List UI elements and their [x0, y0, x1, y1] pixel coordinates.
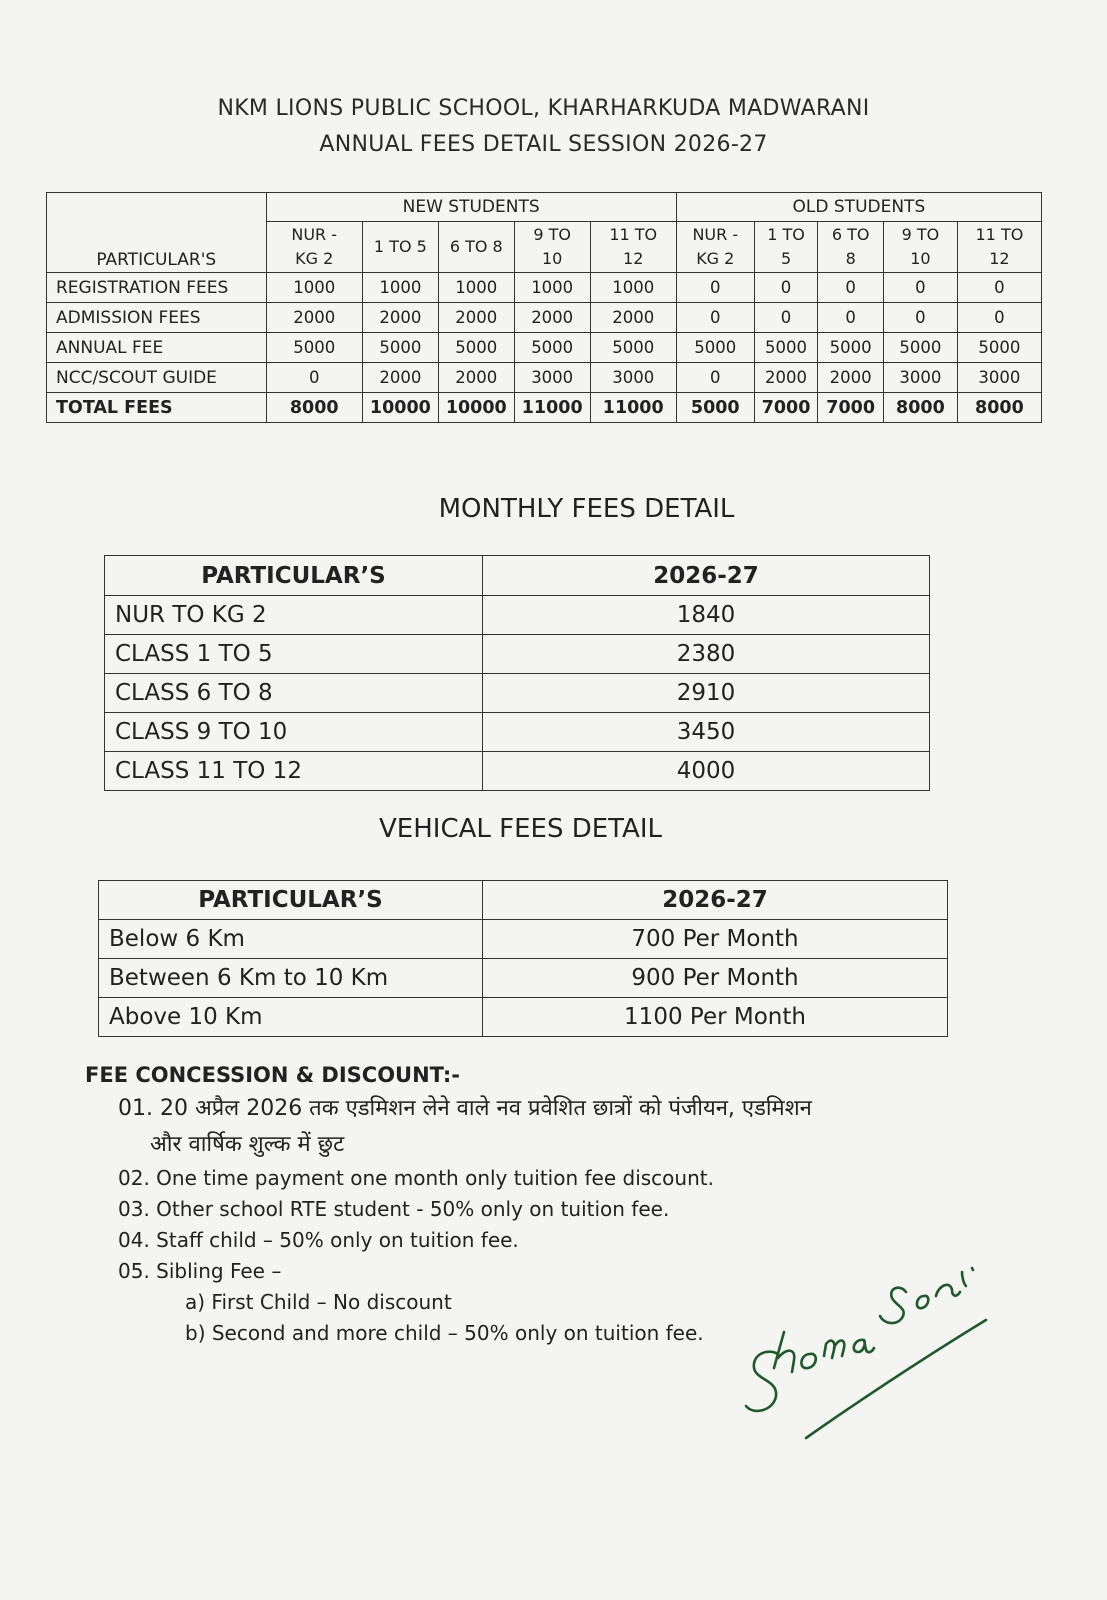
- old-fee-cell: 0: [883, 303, 957, 333]
- new-fee-cell: 1000: [362, 273, 438, 303]
- session-title: ANNUAL FEES DETAIL SESSION 2026-27: [319, 132, 768, 157]
- old-fee-cell: 5000: [754, 333, 818, 363]
- old-col-1-line-1: 5: [780, 249, 792, 268]
- fee-row: [47, 333, 1042, 363]
- monthly-row-label: CLASS 9 TO 10: [105, 713, 483, 752]
- row-label: TOTAL FEES: [47, 393, 267, 423]
- new-fee-cell: 2000: [438, 363, 514, 393]
- new-fee-cell: 1000: [514, 273, 590, 303]
- fee-row: [47, 273, 1042, 303]
- monthly-row: [105, 713, 930, 752]
- new-fee-cell: 3000: [514, 363, 590, 393]
- old-col-4-line-1: 12: [989, 249, 1010, 268]
- monthly-row: [105, 596, 930, 635]
- new-fee-cell: 11000: [514, 393, 590, 423]
- old-fee-cell: 5000: [883, 333, 957, 363]
- new-fee-cell: 2000: [438, 303, 514, 333]
- old-col-3-line-0: 9 TO: [901, 225, 940, 244]
- old-fee-cell: 2000: [754, 363, 818, 393]
- old-col-0-line-1: KG 2: [696, 249, 735, 268]
- signature: [740, 1250, 1020, 1480]
- new-fee-cell: 5000: [266, 333, 362, 363]
- new-col-0-line-0: NUR -: [291, 225, 338, 244]
- old-fee-cell: 0: [818, 273, 884, 303]
- new-fee-cell: 5000: [362, 333, 438, 363]
- old-fee-cell: 7000: [754, 393, 818, 423]
- monthly-header-particular: PARTICULAR’S: [105, 556, 483, 596]
- row-label: REGISTRATION FEES: [47, 273, 267, 303]
- monthly-fees-table: [104, 555, 930, 791]
- old-fee-cell: 0: [676, 363, 754, 393]
- monthly-row-value: 3450: [483, 713, 930, 752]
- old-col-2-line-1: 8: [845, 249, 856, 268]
- new-students-header: NEW STUDENTS: [266, 193, 676, 222]
- old-fee-cell: 3000: [883, 363, 957, 393]
- monthly-row-value: 4000: [483, 752, 930, 791]
- old-fee-cell: 0: [957, 303, 1041, 333]
- vehicle-row-value: 900 Per Month: [483, 959, 948, 998]
- monthly-row-value: 2380: [483, 635, 930, 674]
- old-fee-cell: 0: [754, 303, 818, 333]
- row-label: ANNUAL FEE: [47, 333, 267, 363]
- monthly-fees-title: MONTHLY FEES DETAIL: [438, 494, 735, 524]
- new-col-0-line-1: KG 2: [295, 249, 334, 268]
- new-fee-cell: 1000: [438, 273, 514, 303]
- new-fee-cell: 11000: [590, 393, 676, 423]
- old-fee-cell: 0: [754, 273, 818, 303]
- monthly-row-label: CLASS 11 TO 12: [105, 752, 483, 791]
- monthly-header-session: 2026-27: [483, 556, 930, 596]
- monthly-row-value: 2910: [483, 674, 930, 713]
- new-col-1: [362, 222, 438, 273]
- old-fee-cell: 3000: [957, 363, 1041, 393]
- vehicle-row-label: Below 6 Km: [99, 920, 483, 959]
- monthly-row-label: CLASS 1 TO 5: [105, 635, 483, 674]
- old-fee-cell: 0: [883, 273, 957, 303]
- new-fee-cell: 1000: [266, 273, 362, 303]
- old-fee-cell: 5000: [676, 393, 754, 423]
- monthly-row: [105, 674, 930, 713]
- row-label: NCC/SCOUT GUIDE: [47, 363, 267, 393]
- new-fee-cell: 3000: [590, 363, 676, 393]
- new-col-2-line-0: 6 TO 8: [449, 237, 503, 256]
- fee-row: [47, 303, 1042, 333]
- vehicle-header-session: 2026-27: [483, 881, 948, 920]
- old-col-3: [883, 222, 957, 273]
- new-col-4-line-0: 11 TO: [609, 225, 658, 244]
- monthly-row: [105, 752, 930, 791]
- old-fee-cell: 8000: [957, 393, 1041, 423]
- school-name: NKM LIONS PUBLIC SCHOOL, KHARHARKUDA MADWARANI: [217, 96, 870, 121]
- monthly-row-label: CLASS 6 TO 8: [105, 674, 483, 713]
- concession-item-2: 02. One time payment one month only tuition fee discount.: [118, 1166, 714, 1190]
- old-fee-cell: 0: [676, 273, 754, 303]
- concession-item-5: 05. Sibling Fee –: [118, 1259, 282, 1283]
- old-students-header: OLD STUDENTS: [676, 193, 1041, 222]
- new-fee-cell: 2000: [362, 363, 438, 393]
- concession-heading: FEE CONCESSION & DISCOUNT:-: [85, 1063, 460, 1087]
- concession-item-1-cont: और वार्षिक शुल्क में छुट: [150, 1132, 345, 1157]
- new-col-2: [438, 222, 514, 273]
- concession-item-1: 01. 20 अप्रैल 2026 तक एडमिशन लेने वाले नव प्रवेशित छात्रों को पंजीयन, एडमिशन: [118, 1096, 812, 1121]
- vehicle-row-label: Between 6 Km to 10 Km: [99, 959, 483, 998]
- new-fee-cell: 10000: [362, 393, 438, 423]
- monthly-row-value: 1840: [483, 596, 930, 635]
- old-col-2-line-0: 6 TO: [831, 225, 870, 244]
- old-col-0-line-0: NUR -: [692, 225, 739, 244]
- concession-item-5b: b) Second and more child – 50% only on tuition fee.: [185, 1321, 704, 1345]
- vehicle-row-label: Above 10 Km: [99, 998, 483, 1037]
- new-fee-cell: 1000: [590, 273, 676, 303]
- old-col-1-line-0: 1 TO: [767, 225, 805, 244]
- new-fee-cell: 5000: [590, 333, 676, 363]
- new-fee-cell: 2000: [362, 303, 438, 333]
- monthly-row: [105, 635, 930, 674]
- vehicle-row: [99, 920, 948, 959]
- vehicle-row: [99, 998, 948, 1037]
- annual-fees-table: [46, 192, 1042, 423]
- row-label: ADMISSION FEES: [47, 303, 267, 333]
- monthly-row-label: NUR TO KG 2: [105, 596, 483, 635]
- old-fee-cell: 5000: [957, 333, 1041, 363]
- vehicle-row-value: 700 Per Month: [483, 920, 948, 959]
- old-col-4: [957, 222, 1041, 273]
- old-col-0: [676, 222, 754, 273]
- old-fee-cell: 2000: [818, 363, 884, 393]
- total-fees-row: [47, 393, 1042, 423]
- vehicle-row: [99, 959, 948, 998]
- concession-item-3: 03. Other school RTE student - 50% only on tuition fee.: [118, 1197, 670, 1221]
- old-fee-cell: 8000: [883, 393, 957, 423]
- old-fee-cell: 7000: [818, 393, 884, 423]
- particular-header: PARTICULAR'S: [47, 193, 267, 273]
- new-col-4: [590, 222, 676, 273]
- new-fee-cell: 5000: [438, 333, 514, 363]
- old-fee-cell: 5000: [818, 333, 884, 363]
- new-col-1-line-0: 1 TO 5: [373, 237, 427, 256]
- old-col-4-line-0: 11 TO: [975, 225, 1024, 244]
- old-fee-cell: 5000: [676, 333, 754, 363]
- new-fee-cell: 8000: [266, 393, 362, 423]
- new-col-3: [514, 222, 590, 273]
- new-fee-cell: 0: [266, 363, 362, 393]
- new-fee-cell: 10000: [438, 393, 514, 423]
- vehicle-fees-title: VEHICAL FEES DETAIL: [379, 814, 662, 844]
- new-fee-cell: 2000: [514, 303, 590, 333]
- new-col-0: [266, 222, 362, 273]
- new-col-4-line-1: 12: [623, 249, 644, 268]
- new-col-3-line-1: 10: [542, 249, 563, 268]
- vehicle-fees-table: [98, 880, 948, 1037]
- old-fee-cell: 0: [818, 303, 884, 333]
- fee-row: [47, 363, 1042, 393]
- old-fee-cell: 0: [957, 273, 1041, 303]
- concession-item-4: 04. Staff child – 50% only on tuition fee.: [118, 1228, 519, 1252]
- new-fee-cell: 2000: [590, 303, 676, 333]
- new-col-3-line-0: 9 TO: [533, 225, 571, 244]
- new-fee-cell: 2000: [266, 303, 362, 333]
- concession-item-5a: a) First Child – No discount: [185, 1290, 452, 1314]
- old-col-1: [754, 222, 818, 273]
- old-col-2: [818, 222, 884, 273]
- vehicle-row-value: 1100 Per Month: [483, 998, 948, 1037]
- new-fee-cell: 5000: [514, 333, 590, 363]
- old-fee-cell: 0: [676, 303, 754, 333]
- old-col-3-line-1: 10: [910, 249, 931, 268]
- vehicle-header-particular: PARTICULAR’S: [99, 881, 483, 920]
